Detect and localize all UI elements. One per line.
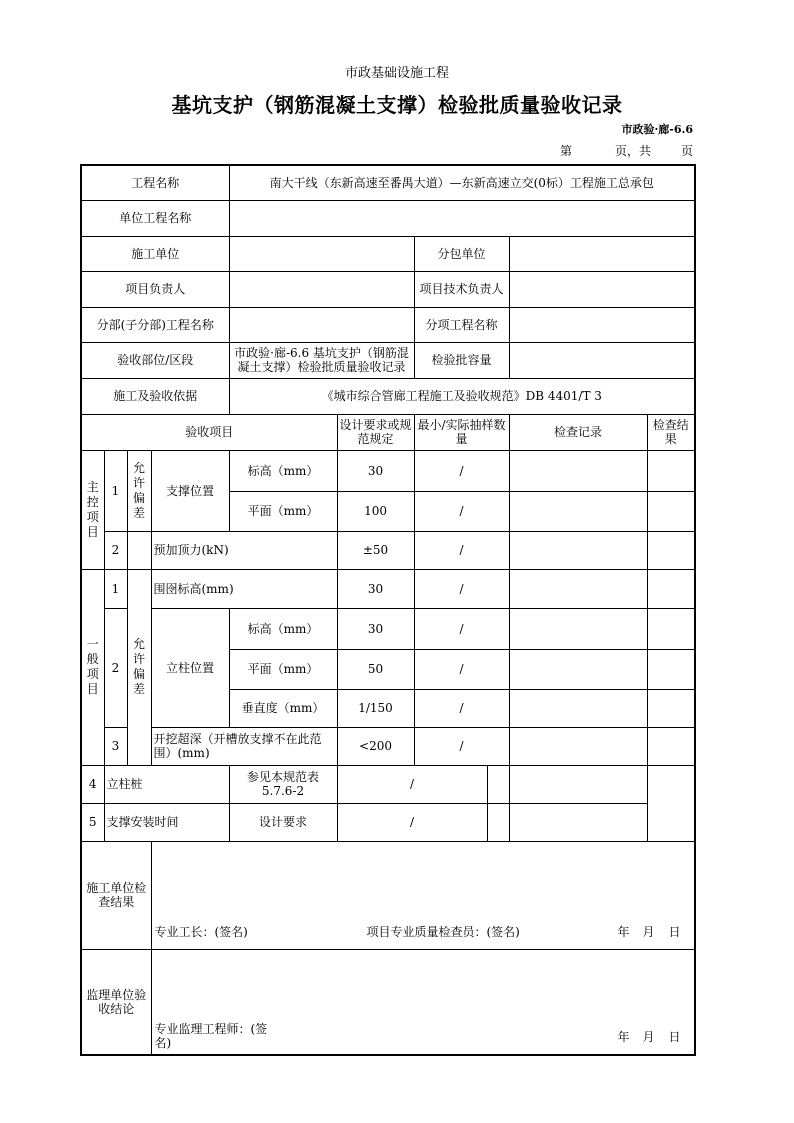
check-record[interactable] [509, 569, 647, 608]
sample-count: / [414, 649, 509, 689]
label-construction-result: 施工单位检查结果 [81, 841, 151, 949]
label-subitem: 分项工程名称 [414, 307, 509, 342]
value-acceptance-part: 市政验·廊-6.6 基坑支护（钢筋混凝土支撑）检验批质量验收记录 [229, 342, 414, 378]
table-row [81, 765, 695, 803]
page-middle: 页，共 [615, 144, 652, 158]
acceptance-table [80, 164, 696, 1056]
design-value: ±50 [337, 531, 414, 569]
check-record[interactable] [509, 689, 647, 727]
item-name: 立柱桩 [104, 765, 229, 803]
foreman-signature: 专业工长：(签名) [154, 924, 248, 939]
table-row [81, 450, 695, 491]
general-item-label: 一般项目 [81, 569, 104, 765]
label-batch-capacity: 检验批容量 [414, 342, 509, 378]
row-unit-project [81, 200, 695, 236]
table-row [81, 531, 695, 569]
value-subitem[interactable] [509, 307, 695, 342]
item-number: 2 [104, 531, 127, 569]
sample-count: / [414, 727, 509, 765]
check-result[interactable] [647, 531, 695, 569]
sub-item: 标高（mm） [229, 608, 337, 649]
check-result[interactable] [647, 649, 695, 689]
sub-item: 平面（mm） [229, 491, 337, 531]
header-item: 验收项目 [81, 414, 337, 450]
value-division[interactable] [229, 307, 414, 342]
sample-count: / [414, 569, 509, 608]
item-number: 2 [104, 608, 127, 727]
check-result[interactable] [509, 803, 647, 841]
date-year: 年 [617, 1030, 630, 1044]
check-record[interactable] [509, 608, 647, 649]
sample-count: / [337, 765, 487, 803]
check-record[interactable] [509, 531, 647, 569]
sample-count: / [414, 689, 509, 727]
check-result[interactable] [647, 689, 695, 727]
check-record[interactable] [487, 765, 509, 803]
label-tech-leader: 项目技术负责人 [414, 271, 509, 307]
label-unit-project: 单位工程名称 [81, 200, 229, 236]
design-value: 设计要求 [229, 803, 337, 841]
form-subtitle: 市政基础设施工程 [344, 66, 449, 81]
row-column-headers [81, 414, 695, 450]
label-supervision-result: 监理单位验收结论 [81, 949, 151, 1055]
row-construction-result [81, 841, 695, 949]
row-supervision-result [81, 949, 695, 1055]
label-basis: 施工及验收依据 [81, 378, 229, 414]
main-control-label: 主控项目 [81, 450, 104, 569]
item-number: 5 [81, 803, 104, 841]
design-value: 50 [337, 649, 414, 689]
header-result: 检查结果 [647, 414, 695, 450]
sample-count: / [337, 803, 487, 841]
allowable-deviation-label: 允许偏差 [127, 450, 151, 531]
page-suffix: 页 [681, 144, 694, 158]
sub-item: 垂直度（mm） [229, 689, 337, 727]
sample-count: / [414, 450, 509, 491]
date-day: 日 [668, 1030, 681, 1044]
value-basis: 《城市综合管廊工程施工及验收规范》DB 4401/T 3 [229, 378, 695, 414]
item-name: 预加顶力(kN) [151, 531, 337, 569]
support-position-label: 支撑位置 [151, 450, 229, 531]
row-project-name [81, 165, 695, 200]
row-acceptance-part [81, 342, 695, 378]
value-tech-leader[interactable] [509, 271, 695, 307]
table-row [81, 727, 695, 765]
table-row [81, 569, 695, 608]
row-basis [81, 378, 695, 414]
design-value: 1/150 [337, 689, 414, 727]
item-number: 1 [104, 450, 127, 531]
check-record[interactable] [509, 491, 647, 531]
design-value: <200 [337, 727, 414, 765]
check-record[interactable] [509, 450, 647, 491]
date-month: 月 [642, 924, 655, 939]
value-project-name: 南大干线（东新高速至番禺大道）—东新高速立交(0标）工程施工总承包 [229, 165, 695, 200]
item-name: 开挖超深（开槽放支撑不在此范围）(mm) [151, 727, 337, 765]
design-value: 30 [337, 569, 414, 608]
item-name: 围囹标高(mm) [151, 569, 337, 608]
page-prefix: 第 [560, 144, 573, 158]
check-result[interactable] [647, 569, 695, 608]
design-value: 30 [337, 450, 414, 491]
design-value: 参见本规范表5.7.6-2 [229, 765, 337, 803]
value-subcontract-unit[interactable] [509, 236, 695, 271]
header-sample: 最小/实际抽样数量 [414, 414, 509, 450]
engineer-signature: 专业监理工程师：(签名) [154, 1022, 268, 1050]
form-code: 市政验·廊-6.6 [621, 123, 693, 136]
label-project-leader: 项目负责人 [81, 271, 229, 307]
table-row [81, 608, 695, 649]
label-acceptance-part: 验收部位/区段 [81, 342, 229, 378]
form-title: 基坑支护（钢筋混凝土支撑）检验批质量验收记录 [171, 93, 623, 117]
check-result[interactable] [647, 450, 695, 491]
sub-item: 标高（mm） [229, 450, 337, 491]
supervision-signature-area[interactable] [151, 949, 695, 1055]
sample-count: / [414, 491, 509, 531]
row-leaders [81, 271, 695, 307]
item-number: 3 [104, 727, 127, 765]
allowable-deviation-label: 允许偏差 [127, 569, 151, 765]
design-value: 30 [337, 608, 414, 649]
column-position-label: 立柱位置 [151, 608, 229, 727]
check-record[interactable] [509, 649, 647, 689]
header-record: 检查记录 [509, 414, 647, 450]
check-result[interactable] [509, 765, 647, 803]
date-year: 年 [617, 924, 630, 939]
sub-item: 平面（mm） [229, 649, 337, 689]
date-month: 月 [642, 1030, 655, 1044]
label-division: 分部(子分部)工程名称 [81, 307, 229, 342]
date-day: 日 [668, 924, 681, 939]
value-batch-capacity[interactable] [509, 342, 695, 378]
label-subcontract-unit: 分包单位 [414, 236, 509, 271]
design-value: 100 [337, 491, 414, 531]
label-construction-unit: 施工单位 [81, 236, 229, 271]
check-result[interactable] [647, 608, 695, 649]
item-number: 4 [81, 765, 104, 803]
label-project-name: 工程名称 [81, 165, 229, 200]
item-name: 支撑安装时间 [104, 803, 229, 841]
value-unit-project[interactable] [229, 200, 695, 236]
sample-count: / [414, 531, 509, 569]
inspector-signature: 项目专业质量检查员：(签名) [366, 924, 520, 939]
value-construction-unit[interactable] [229, 236, 414, 271]
allowable-deviation-blank [127, 531, 151, 569]
check-result[interactable] [647, 727, 695, 765]
header-design: 设计要求或规范规定 [337, 414, 414, 450]
check-result[interactable] [647, 491, 695, 531]
check-record[interactable] [487, 803, 509, 841]
table-row [81, 803, 695, 841]
construction-signature-area[interactable] [151, 841, 695, 949]
check-record[interactable] [509, 727, 647, 765]
sample-count: / [414, 608, 509, 649]
value-project-leader[interactable] [229, 271, 414, 307]
row-division [81, 307, 695, 342]
item-number: 1 [104, 569, 127, 608]
row-construction-unit [81, 236, 695, 271]
